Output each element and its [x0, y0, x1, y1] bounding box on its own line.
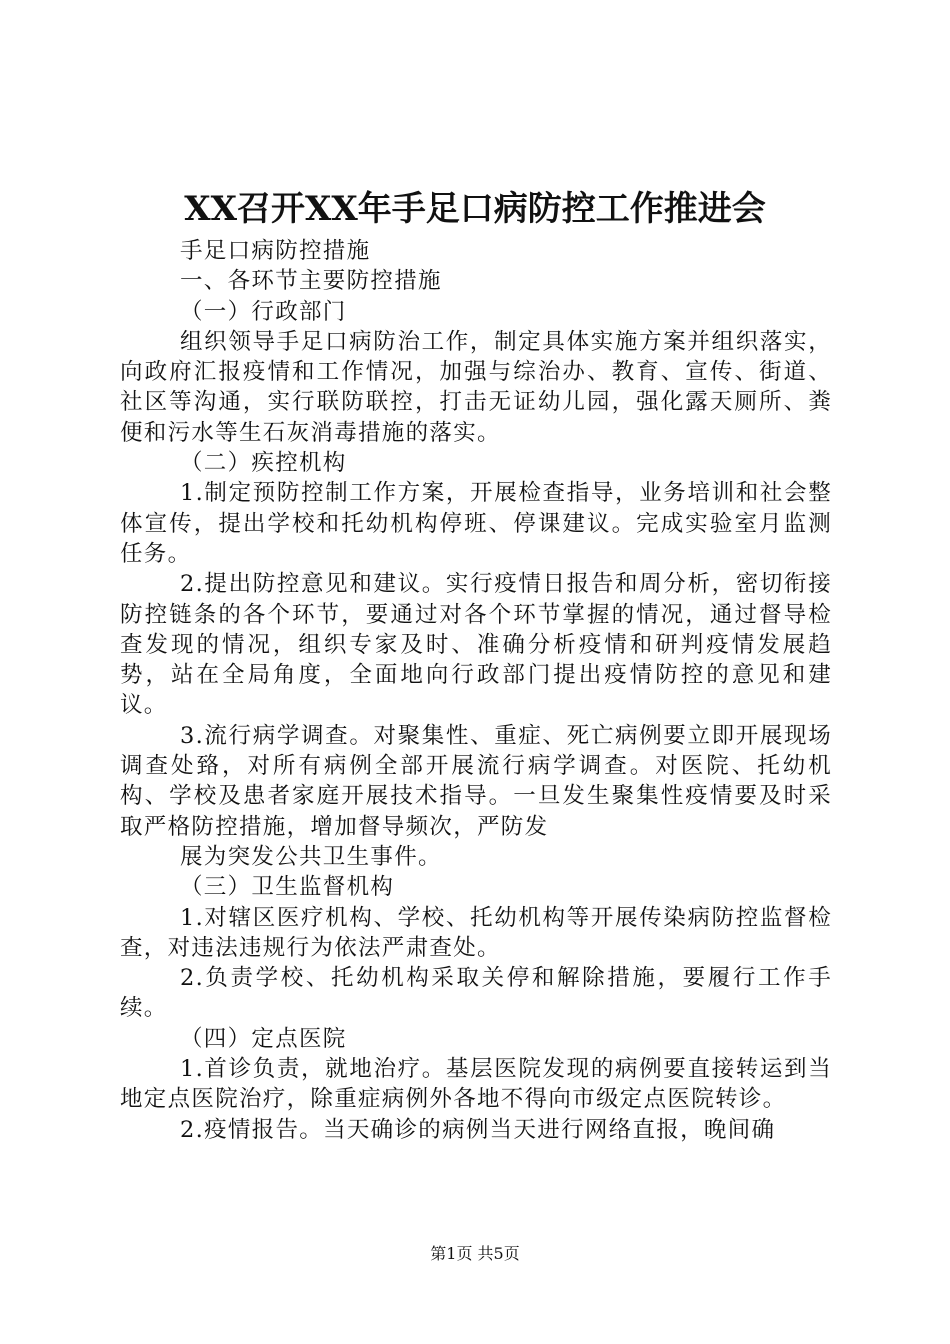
- paragraph: 1.首诊负责，就地治疗。基层医院发现的病例要直接转运到当地定点医院治疗，除重症病例外各地不得向市级定点医院转诊。: [120, 1056, 832, 1113]
- section-heading: 一、各环节主要防控措施: [180, 268, 442, 295]
- page-number-footer: 第1页 共5页: [430, 1244, 520, 1263]
- subsection-heading: （四）定点医院: [180, 1025, 347, 1052]
- document-title: XX召开XX年手足口病防控工作推进会: [184, 189, 766, 229]
- paragraph: 展为突发公共卫生事件。: [180, 843, 442, 870]
- section-heading: 手足口病防控措施: [180, 238, 371, 264]
- paragraph: 3.流行病学调查。对聚集性、重症、死亡病例要立即开展现场调查处臵，对所有病例全部开展流行病学调查。对医院、托幼机构、学校及患者家庭开展技术指导。一旦发生聚集性疫情要及时采取严格防控措施，增加督导频次，严防发: [120, 722, 832, 840]
- subsection-heading: （三）卫生监督机构: [180, 874, 395, 901]
- paragraph: 2.提出防控意见和建议。实行疫情日报告和周分析，密切衔接防控链条的各个环节，要通过对各个环节掌握的情况，通过督导检查发现的情况，组织专家及时、准确分析疫情和研判疫情发展趋势，站在全局角度，全面地向行政部门提出疫情防控的意见和建议。: [120, 571, 832, 719]
- paragraph: 2.疫情报告。当天确诊的病例当天进行网络直报，晚间确: [180, 1116, 776, 1143]
- paragraph: 1.对辖区医疗机构、学校、托幼机构等开展传染病防控监督检查，对违法违规行为依法严肃查处。: [120, 904, 832, 961]
- subsection-heading: （一）行政部门: [180, 298, 347, 325]
- paragraph: 2.负责学校、托幼机构采取关停和解除措施，要履行工作手续。: [120, 965, 832, 1022]
- paragraph: 组织领导手足口病防治工作，制定具体实施方案并组织落实，向政府汇报疫情和工作情况，加强与综治办、教育、宣传、街道、社区等沟通，实行联防联控，打击无证幼儿园，强化露天厕所、粪便和污水等生石灰消毒措施的落实。: [120, 328, 832, 446]
- paragraph: 1.制定预防控制工作方案，开展检查指导，业务培训和社会整体宣传，提出学校和托幼机构停班、停课建议。完成实验室月监测任务。: [120, 480, 832, 567]
- subsection-heading: （二）疾控机构: [180, 450, 347, 477]
- document-body: [120, 236, 832, 1145]
